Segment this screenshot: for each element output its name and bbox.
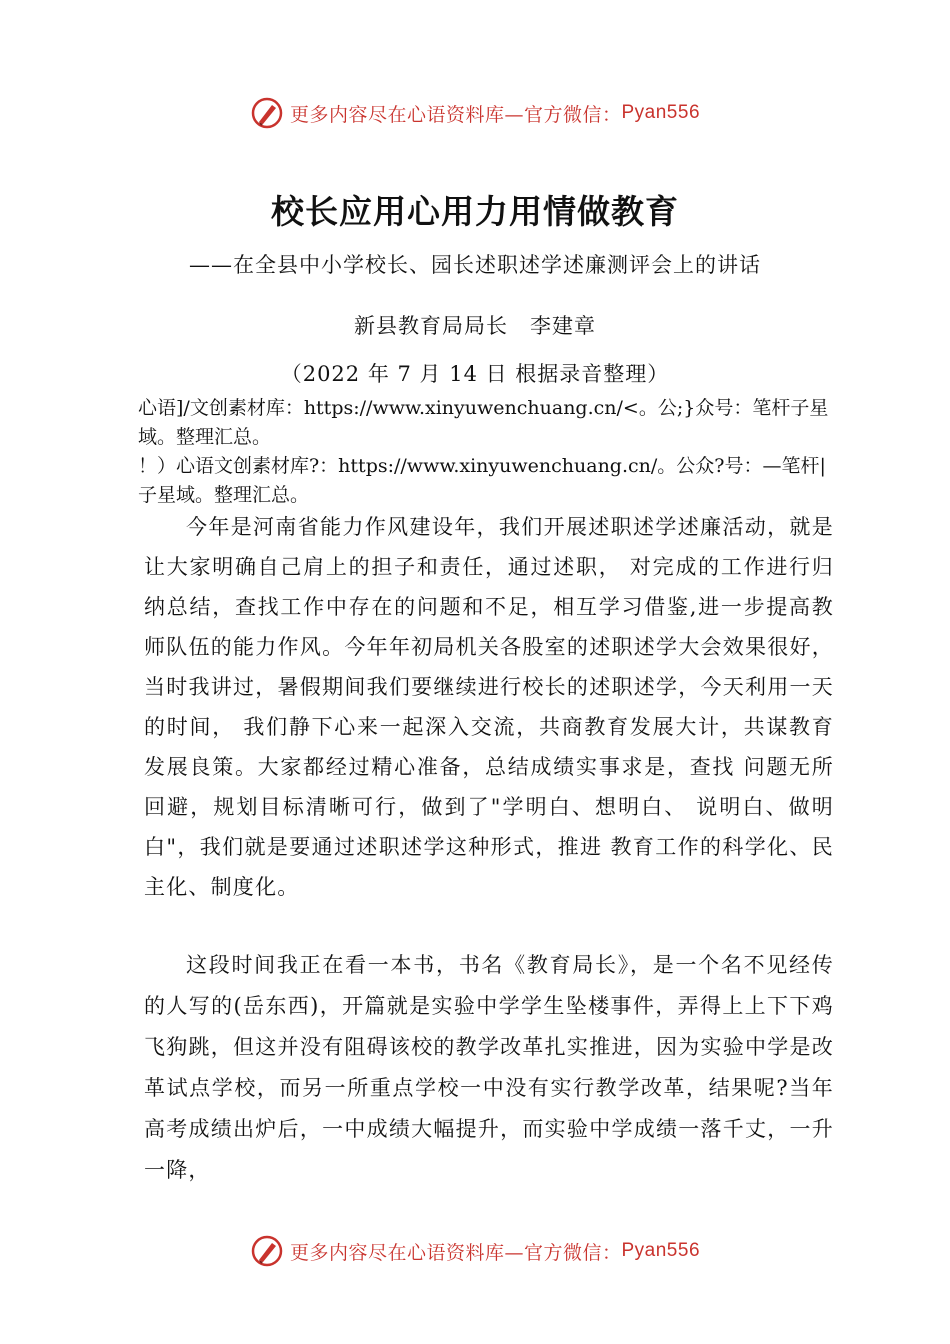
author-line: 新县教育局局长 李建章 [354, 314, 596, 338]
body-paragraph-2: 这段时间我正在看一本书，书名《教育局长》，是一个名不见经传的人写的(岳东西)，开篇就是实验中学学生坠楼事件，弄得上上下下鸡飞狗跳，但这并没有阻碍该校的教学改革扎实推进，因为实验中学是改革试点学校，而另一所重点学校一中没有实行教学改革，结果呢?当年高考成绩出炉后，一中成绩大幅提升，而实验中学成绩一落千丈，一升一降， [144, 953, 834, 1182]
pen-logo-icon [250, 1234, 284, 1268]
date-line: （2022 年 7 月 14 日 根据录音整理） [280, 362, 670, 386]
watermark-footer [0, 1234, 950, 1268]
source-note-2: ！）心语文创素材库?：https://www.xinyuwenchuang.cn/。公众?号：—笔杆|子星域。整理汇总。 [138, 455, 826, 506]
document-title: 校长应用心用力用情做教育 [271, 192, 679, 231]
body-paragraph-1: 今年是河南省能力作风建设年，我们开展述职述学述廉活动，就是让大家明确自己肩上的担子和责任，通过述职， 对完成的工作进行归纳总结，查找工作中存在的问题和不足，相互学习借鉴,进一步提高教师队伍的能力作风。今年年初局机关各股室的述职述学大会效果很好，当时我讲过，暑假期间我们要继续进行校长的述职述学，今天利用一天的时间， 我们静下心来一起深入交流，共商教育发展大计，共谋教育 发展良策。大家都经过精心准备，总结成绩实事求是，查找 问题无所回避，规划目标清晰可行，做到了"学明白、想明白、 说明白、做明白"，我们就是要通过述职述学这种形式，推进 教育工作的科学化、民主化、制度化。 [144, 515, 834, 899]
watermark-wechat: Pyan556 [621, 1240, 701, 1261]
source-note-1: 心语]/文创素材库：https://www.xinyuwenchuang.cn/<。公;}众号：笔杆子星域。整理汇总。 [138, 397, 829, 448]
watermark-text: 更多内容尽在心语资料库—官方微信： [289, 1241, 622, 1264]
watermark-header [0, 96, 950, 130]
watermark-text: 更多内容尽在心语资料库—官方微信： [289, 103, 622, 126]
document-subtitle: ——在全县中小学校长、园长述职述学述廉测评会上的讲话 [189, 253, 761, 277]
watermark-wechat: Pyan556 [621, 102, 701, 123]
pen-logo-icon [250, 96, 284, 130]
